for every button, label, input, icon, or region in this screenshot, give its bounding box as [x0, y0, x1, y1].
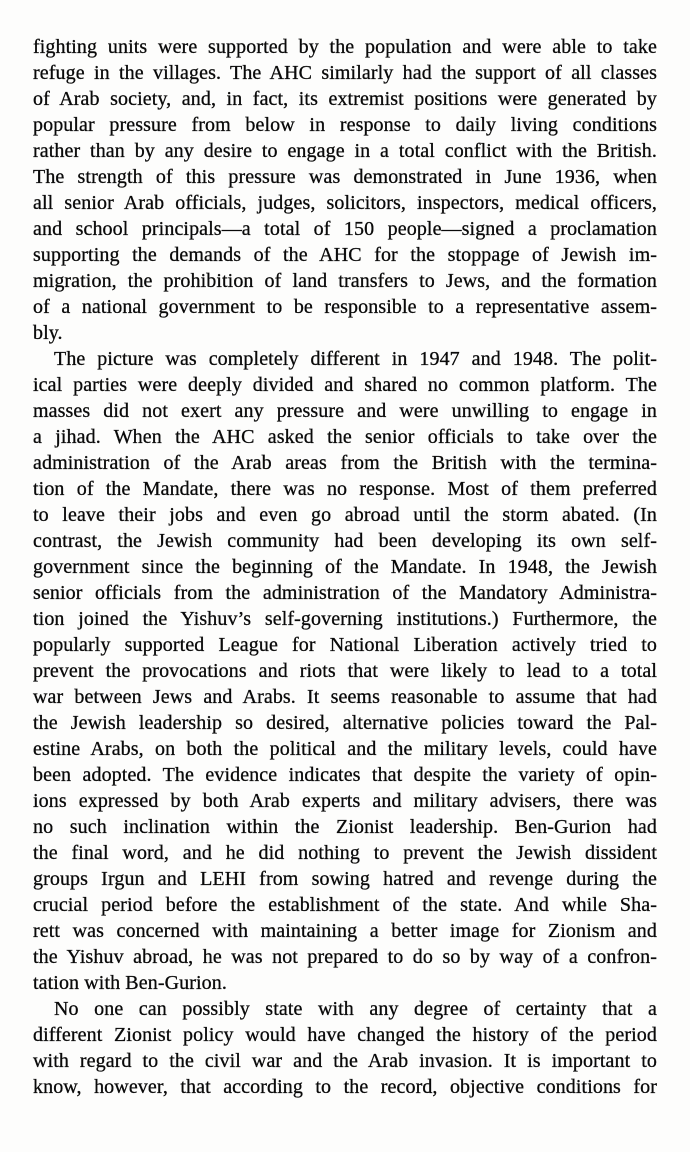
text-line: administration of the Arab areas from the British with the termina-: [33, 452, 657, 474]
text-line: popular pressure from below in response to daily living conditions: [33, 114, 657, 136]
text-line: ions expressed by both Arab experts and military advisers, there was: [33, 790, 657, 812]
text-line: rett was concerned with maintaining a better image for Zionism and: [33, 920, 657, 942]
text-line: migration, the prohibition of land transfers to Jews, and the formation: [33, 270, 657, 292]
text-line: with regard to the civil war and the Arab invasion. It is important to: [33, 1050, 657, 1072]
text-line: supporting the demands of the AHC for the stoppage of Jewish im-: [33, 244, 657, 266]
text-line: the final word, and he did nothing to prevent the Jewish dissident: [33, 842, 657, 864]
text-line: been adopted. The evidence indicates that despite the variety of opin-: [33, 764, 657, 786]
text-line: ical parties were deeply divided and shared no common platform. The: [33, 374, 657, 396]
text-line: no such inclination within the Zionist leadership. Ben-Gurion had: [33, 816, 657, 838]
text-line: different Zionist policy would have changed the history of the period: [33, 1024, 657, 1046]
text-line: war between Jews and Arabs. It seems reasonable to assume that had: [33, 686, 657, 708]
text-line: masses did not exert any pressure and were unwilling to engage in: [33, 400, 657, 422]
text-line: know, however, that according to the record, objective conditions for: [33, 1076, 657, 1098]
text-line: a jihad. When the AHC asked the senior officials to take over the: [33, 426, 657, 448]
text-line: The strength of this pressure was demonstrated in June 1936, when: [33, 166, 657, 188]
text-line: government since the beginning of the Mandate. In 1948, the Jewish: [33, 556, 657, 578]
text-line: bly.: [33, 322, 63, 344]
text-line: refuge in the villages. The AHC similarly had the support of all classes: [33, 62, 657, 84]
text-line: The picture was completely different in 1947 and 1948. The polit-: [54, 348, 657, 370]
text-line: tion joined the Yishuv’s self-governing institutions.) Furthermore, the: [33, 608, 657, 630]
text-line: and school principals—a total of 150 people—signed a proclamation: [33, 218, 657, 240]
text-line: tation with Ben-Gurion.: [33, 972, 227, 994]
text-line: all senior Arab officials, judges, solicitors, inspectors, medical officers,: [33, 192, 657, 214]
text-line: fighting units were supported by the population and were able to take: [33, 36, 657, 58]
text-line: crucial period before the establishment of the state. And while Sha-: [33, 894, 657, 916]
text-line: to leave their jobs and even go abroad until the storm abated. (In: [33, 504, 657, 526]
text-line: the Jewish leadership so desired, alternative policies toward the Pal-: [33, 712, 657, 734]
text-line: of Arab society, and, in fact, its extremist positions were generated by: [33, 88, 657, 110]
text-line: contrast, the Jewish community had been developing its own self-: [33, 530, 657, 552]
text-line: senior officials from the administration of the Mandatory Administra-: [33, 582, 657, 604]
text-line: No one can possibly state with any degree of certainty that a: [54, 998, 657, 1020]
text-line: of a national government to be responsible to a representative assem-: [33, 296, 657, 318]
text-line: the Yishuv abroad, he was not prepared to do so by way of a confron-: [33, 946, 657, 968]
text-line: groups Irgun and LEHI from sowing hatred and revenge during the: [33, 868, 657, 890]
text-block: [33, 34, 657, 1100]
text-line: prevent the provocations and riots that were likely to lead to a total: [33, 660, 657, 682]
text-line: rather than by any desire to engage in a total conflict with the British.: [33, 140, 657, 162]
text-line: popularly supported League for National Liberation actively tried to: [33, 634, 657, 656]
text-line: tion of the Mandate, there was no response. Most of them preferred: [33, 478, 657, 500]
text-line: estine Arabs, on both the political and the military levels, could have: [33, 738, 657, 760]
